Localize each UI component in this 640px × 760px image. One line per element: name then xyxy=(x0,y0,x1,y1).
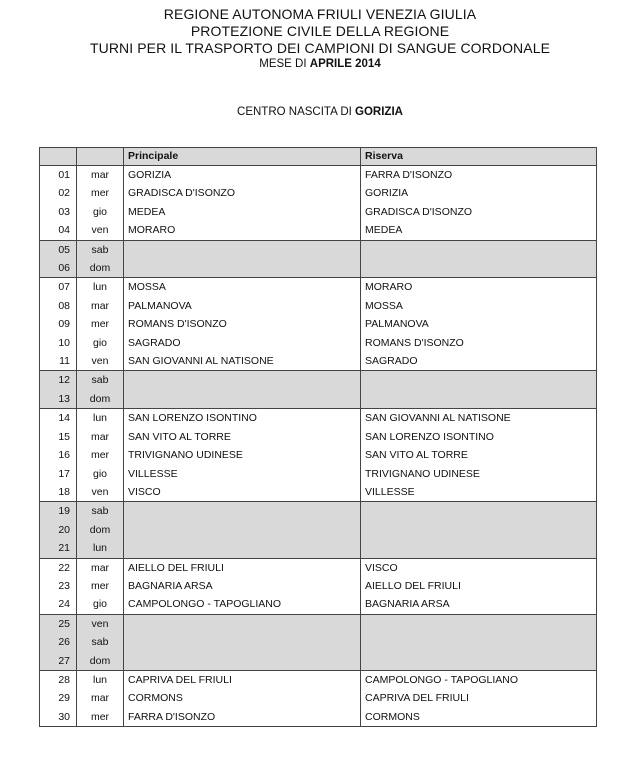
header-month xyxy=(0,57,640,71)
day-cell: 16 xyxy=(40,446,77,464)
principale-cell: SAGRADO xyxy=(124,334,361,352)
riserva-cell: AIELLO DEL FRIULI xyxy=(361,577,597,595)
riserva-cell xyxy=(361,371,597,390)
table-row xyxy=(40,708,597,727)
day-cell: 21 xyxy=(40,539,77,558)
table-row xyxy=(40,334,597,352)
principale-cell: SAN GIOVANNI AL NATISONE xyxy=(124,352,361,371)
document-header xyxy=(0,6,640,71)
weekday-cell: mar xyxy=(77,166,124,185)
table-row xyxy=(40,315,597,333)
day-cell: 15 xyxy=(40,428,77,446)
table-row xyxy=(40,558,597,577)
principale-cell xyxy=(124,652,361,671)
weekday-cell: lun xyxy=(77,539,124,558)
weekday-cell: mar xyxy=(77,428,124,446)
riserva-cell: CORMONS xyxy=(361,708,597,727)
principale-cell xyxy=(124,502,361,521)
table-row xyxy=(40,446,597,464)
header-region: REGIONE AUTONOMA FRIULI VENEZIA GIULIA xyxy=(163,6,477,22)
weekday-cell: dom xyxy=(77,259,124,278)
riserva-cell: CAPRIVA DEL FRIULI xyxy=(361,689,597,707)
day-cell: 07 xyxy=(40,278,77,297)
principale-cell: VILLESSE xyxy=(124,465,361,483)
day-cell: 02 xyxy=(40,184,77,202)
day-cell: 26 xyxy=(40,633,77,651)
riserva-cell: VILLESSE xyxy=(361,483,597,502)
day-cell: 20 xyxy=(40,521,77,539)
weekday-cell: mer xyxy=(77,315,124,333)
weekday-cell: mer xyxy=(77,184,124,202)
header-weekday xyxy=(77,148,124,166)
table-row xyxy=(40,577,597,595)
weekday-cell: lun xyxy=(77,278,124,297)
weekday-cell: mar xyxy=(77,689,124,707)
riserva-cell xyxy=(361,259,597,278)
table-row xyxy=(40,428,597,446)
table-row xyxy=(40,259,597,278)
day-cell: 01 xyxy=(40,166,77,185)
month-prefix: MESE DI xyxy=(259,58,307,70)
day-cell: 23 xyxy=(40,577,77,595)
header-principale: Principale xyxy=(124,148,361,166)
day-cell: 28 xyxy=(40,670,77,689)
month-value: APRILE 2014 xyxy=(309,58,381,70)
table-row xyxy=(40,203,597,221)
weekday-cell: mer xyxy=(77,446,124,464)
principale-cell xyxy=(124,390,361,409)
table-row xyxy=(40,352,597,371)
weekday-cell: sab xyxy=(77,502,124,521)
riserva-cell: GORIZIA xyxy=(361,184,597,202)
weekday-cell: gio xyxy=(77,595,124,614)
riserva-cell: SAGRADO xyxy=(361,352,597,371)
day-cell: 11 xyxy=(40,352,77,371)
weekday-cell: dom xyxy=(77,390,124,409)
weekday-cell: lun xyxy=(77,409,124,428)
principale-cell: VISCO xyxy=(124,483,361,502)
principale-cell: FARRA D'ISONZO xyxy=(124,708,361,727)
riserva-cell: FARRA D'ISONZO xyxy=(361,166,597,185)
table-row xyxy=(40,614,597,633)
day-cell: 24 xyxy=(40,595,77,614)
weekday-cell: ven xyxy=(77,352,124,371)
principale-cell xyxy=(124,371,361,390)
principale-cell: PALMANOVA xyxy=(124,297,361,315)
riserva-cell: MOSSA xyxy=(361,297,597,315)
table-row xyxy=(40,539,597,558)
day-cell: 30 xyxy=(40,708,77,727)
table-body xyxy=(40,166,597,727)
day-cell: 03 xyxy=(40,203,77,221)
day-cell: 22 xyxy=(40,558,77,577)
table-row xyxy=(40,595,597,614)
principale-cell xyxy=(124,259,361,278)
weekday-cell: dom xyxy=(77,521,124,539)
principale-cell: TRIVIGNANO UDINESE xyxy=(124,446,361,464)
principale-cell: MEDEA xyxy=(124,203,361,221)
shift-table xyxy=(39,147,597,727)
riserva-cell xyxy=(361,390,597,409)
table-row xyxy=(40,184,597,202)
riserva-cell: MORARO xyxy=(361,278,597,297)
table-row xyxy=(40,502,597,521)
principale-cell: MOSSA xyxy=(124,278,361,297)
weekday-cell: mar xyxy=(77,297,124,315)
day-cell: 13 xyxy=(40,390,77,409)
riserva-cell: SAN VITO AL TORRE xyxy=(361,446,597,464)
table-row xyxy=(40,297,597,315)
table-header-row xyxy=(40,148,597,166)
table-row xyxy=(40,670,597,689)
weekday-cell: mer xyxy=(77,708,124,727)
riserva-cell: CAMPOLONGO - TAPOGLIANO xyxy=(361,670,597,689)
riserva-cell xyxy=(361,633,597,651)
principale-cell: BAGNARIA ARSA xyxy=(124,577,361,595)
principale-cell xyxy=(124,539,361,558)
header-riserva: Riserva xyxy=(361,148,597,166)
day-cell: 17 xyxy=(40,465,77,483)
day-cell: 29 xyxy=(40,689,77,707)
weekday-cell: mar xyxy=(77,558,124,577)
riserva-cell: SAN GIOVANNI AL NATISONE xyxy=(361,409,597,428)
table-row xyxy=(40,633,597,651)
day-cell: 04 xyxy=(40,221,77,240)
weekday-cell: ven xyxy=(77,483,124,502)
principale-cell xyxy=(124,521,361,539)
table-row xyxy=(40,240,597,259)
riserva-cell xyxy=(361,502,597,521)
weekday-cell: dom xyxy=(77,652,124,671)
principale-cell: SAN LORENZO ISONTINO xyxy=(124,409,361,428)
weekday-cell: sab xyxy=(77,240,124,259)
weekday-cell: ven xyxy=(77,614,124,633)
riserva-cell: MEDEA xyxy=(361,221,597,240)
header-title: TURNI PER IL TRASPORTO DEI CAMPIONI DI SANGUE CORDONALE xyxy=(89,40,551,56)
weekday-cell: gio xyxy=(77,203,124,221)
header-day xyxy=(40,148,77,166)
riserva-cell: GRADISCA D'ISONZO xyxy=(361,203,597,221)
table-row xyxy=(40,689,597,707)
day-cell: 09 xyxy=(40,315,77,333)
principale-cell xyxy=(124,240,361,259)
weekday-cell: gio xyxy=(77,465,124,483)
day-cell: 25 xyxy=(40,614,77,633)
principale-cell: GRADISCA D'ISONZO xyxy=(124,184,361,202)
weekday-cell: lun xyxy=(77,670,124,689)
principale-cell: AIELLO DEL FRIULI xyxy=(124,558,361,577)
day-cell: 08 xyxy=(40,297,77,315)
day-cell: 18 xyxy=(40,483,77,502)
day-cell: 27 xyxy=(40,652,77,671)
riserva-cell: TRIVIGNANO UDINESE xyxy=(361,465,597,483)
birth-center-name: GORIZIA xyxy=(355,106,403,118)
riserva-cell xyxy=(361,539,597,558)
principale-cell: GORIZIA xyxy=(124,166,361,185)
table-row xyxy=(40,371,597,390)
day-cell: 14 xyxy=(40,409,77,428)
weekday-cell: mer xyxy=(77,577,124,595)
riserva-cell: ROMANS D'ISONZO xyxy=(361,334,597,352)
birth-center xyxy=(0,106,640,118)
weekday-cell: gio xyxy=(77,334,124,352)
principale-cell xyxy=(124,614,361,633)
riserva-cell: BAGNARIA ARSA xyxy=(361,595,597,614)
principale-cell: CORMONS xyxy=(124,689,361,707)
riserva-cell: VISCO xyxy=(361,558,597,577)
table-row xyxy=(40,390,597,409)
principale-cell: SAN VITO AL TORRE xyxy=(124,428,361,446)
table-row xyxy=(40,166,597,185)
riserva-cell xyxy=(361,614,597,633)
riserva-cell xyxy=(361,240,597,259)
table-row xyxy=(40,221,597,240)
riserva-cell xyxy=(361,652,597,671)
day-cell: 05 xyxy=(40,240,77,259)
day-cell: 10 xyxy=(40,334,77,352)
header-department: PROTEZIONE CIVILE DELLA REGIONE xyxy=(190,23,450,39)
riserva-cell: SAN LORENZO ISONTINO xyxy=(361,428,597,446)
day-cell: 19 xyxy=(40,502,77,521)
weekday-cell: sab xyxy=(77,633,124,651)
table-row xyxy=(40,652,597,671)
principale-cell: CAMPOLONGO - TAPOGLIANO xyxy=(124,595,361,614)
day-cell: 12 xyxy=(40,371,77,390)
riserva-cell: PALMANOVA xyxy=(361,315,597,333)
principale-cell: CAPRIVA DEL FRIULI xyxy=(124,670,361,689)
riserva-cell xyxy=(361,521,597,539)
table-row xyxy=(40,409,597,428)
weekday-cell: ven xyxy=(77,221,124,240)
birth-center-prefix: CENTRO NASCITA DI xyxy=(237,106,352,118)
table-row xyxy=(40,483,597,502)
principale-cell: ROMANS D'ISONZO xyxy=(124,315,361,333)
principale-cell: MORARO xyxy=(124,221,361,240)
table-row xyxy=(40,278,597,297)
table-row xyxy=(40,521,597,539)
principale-cell xyxy=(124,633,361,651)
table-row xyxy=(40,465,597,483)
day-cell: 06 xyxy=(40,259,77,278)
weekday-cell: sab xyxy=(77,371,124,390)
